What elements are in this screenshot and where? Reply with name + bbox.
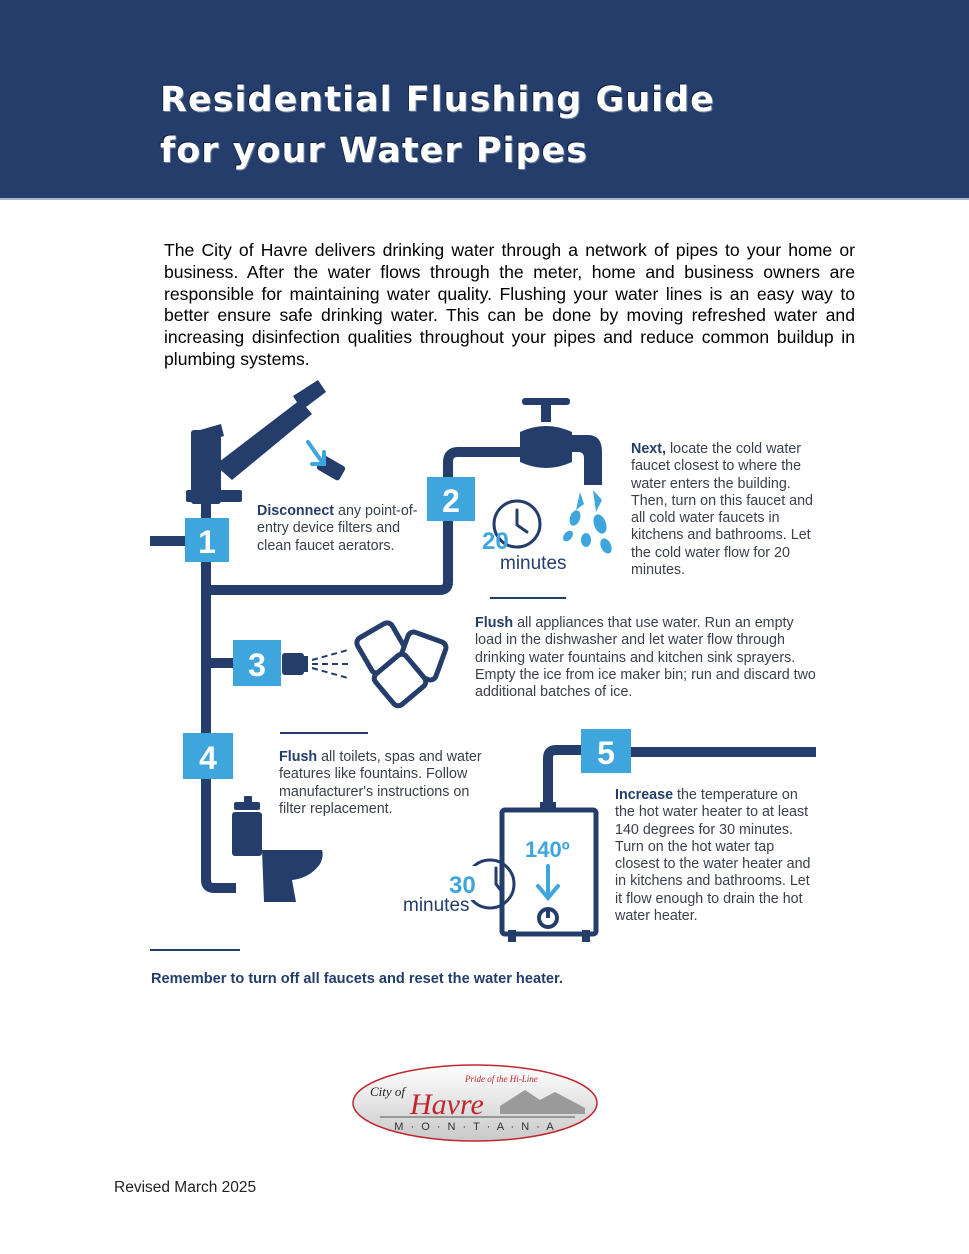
step-5-body: the temperature on the hot water heater to at least 140 degrees for 30 minutes. Turn on the hot water tap closest to the water heater and in kitchens and bathrooms. Let it flow enough to drain the hot water heater. <box>615 787 811 925</box>
page-title-line-1: Residential Flushing Guide <box>160 80 715 120</box>
logo-tagline: Pride of the Hi-Line <box>465 1074 538 1084</box>
step-3-lead: Flush <box>475 615 514 631</box>
step-1-body: any point-of-entry device filters and clean faucet aerators. <box>257 503 418 554</box>
arrow-down-icon <box>308 442 324 464</box>
step-number-4: 4 <box>199 740 217 776</box>
step-4-body: all toilets, spas and water features like fountains. Follow manufacturer's instructions on filter replacement. <box>279 749 482 817</box>
step-4-text <box>279 749 499 818</box>
faucet-icon <box>186 380 346 504</box>
step-4-lead: Flush <box>279 749 318 765</box>
tap-icon <box>520 398 602 485</box>
city-logo <box>350 1062 600 1144</box>
spray-lines <box>312 650 350 678</box>
water-splash-icon <box>561 490 614 555</box>
logo-name: Havre <box>410 1088 484 1121</box>
step-2-lead: Next, <box>631 441 666 457</box>
timer-unit-2: minutes <box>500 553 567 574</box>
sprayer-icon <box>282 653 308 675</box>
step-3-body: all appliances that use water. Run an empty load in the dishwasher and let water flow through drinking water fountains and kitchen sink sprayers. Empty the ice from ice maker bin; run and discard two additional batches of ice. <box>475 615 816 701</box>
page-title-line-2: for your Water Pipes <box>160 131 589 171</box>
step-badge-4 <box>183 733 233 779</box>
step-badge-5 <box>581 729 631 773</box>
step-number-5: 5 <box>597 735 615 771</box>
step-5-lead: Increase <box>615 787 674 803</box>
step-1-text <box>257 503 422 555</box>
intro-paragraph: The City of Havre delivers drinking water through a network of pipes to your home or business. After the water flows through the meter, home and business owners are responsible for maintaining water quality. Flushing your water lines is an easy way to better ensure safe drinking water. This can be done by moving refreshed water and increasing disinfection qualities throughout your pipes and reduce common buildup in plumbing systems. <box>164 240 855 369</box>
step-number-3: 3 <box>248 647 266 683</box>
step-5-text <box>615 787 820 925</box>
step-2-text <box>631 441 821 579</box>
step-number-2: 2 <box>442 483 460 519</box>
step-3-text <box>475 615 820 701</box>
revised-date: Revised March 2025 <box>114 1179 257 1196</box>
step-badge-2 <box>427 477 475 521</box>
heater-temperature: 140º <box>525 837 570 862</box>
step-number-1: 1 <box>198 524 216 560</box>
step-1-lead: Disconnect <box>257 503 335 519</box>
step-2-body: locate the cold water faucet closest to where the water enters the building. Then, turn on this faucet and all cold water faucets in kitchens and bathrooms. Let the cold water flow for 20 minutes. <box>631 441 814 579</box>
reminder-text: Remember to turn off all faucets and reset the water heater. <box>151 971 563 987</box>
logo-state: M · O · N · T · A · N · A <box>394 1121 556 1133</box>
step-badge-1 <box>185 518 229 562</box>
heater-inlet-pipe <box>548 750 582 808</box>
logo-city-of: City of <box>370 1084 406 1099</box>
timer-value-5: 30 <box>449 872 476 899</box>
header-banner <box>0 0 969 200</box>
timer-value-2: 20 <box>482 528 509 555</box>
step-badge-3 <box>233 640 281 686</box>
ice-cubes-icon <box>355 621 448 708</box>
timer-unit-5: minutes <box>403 895 470 916</box>
